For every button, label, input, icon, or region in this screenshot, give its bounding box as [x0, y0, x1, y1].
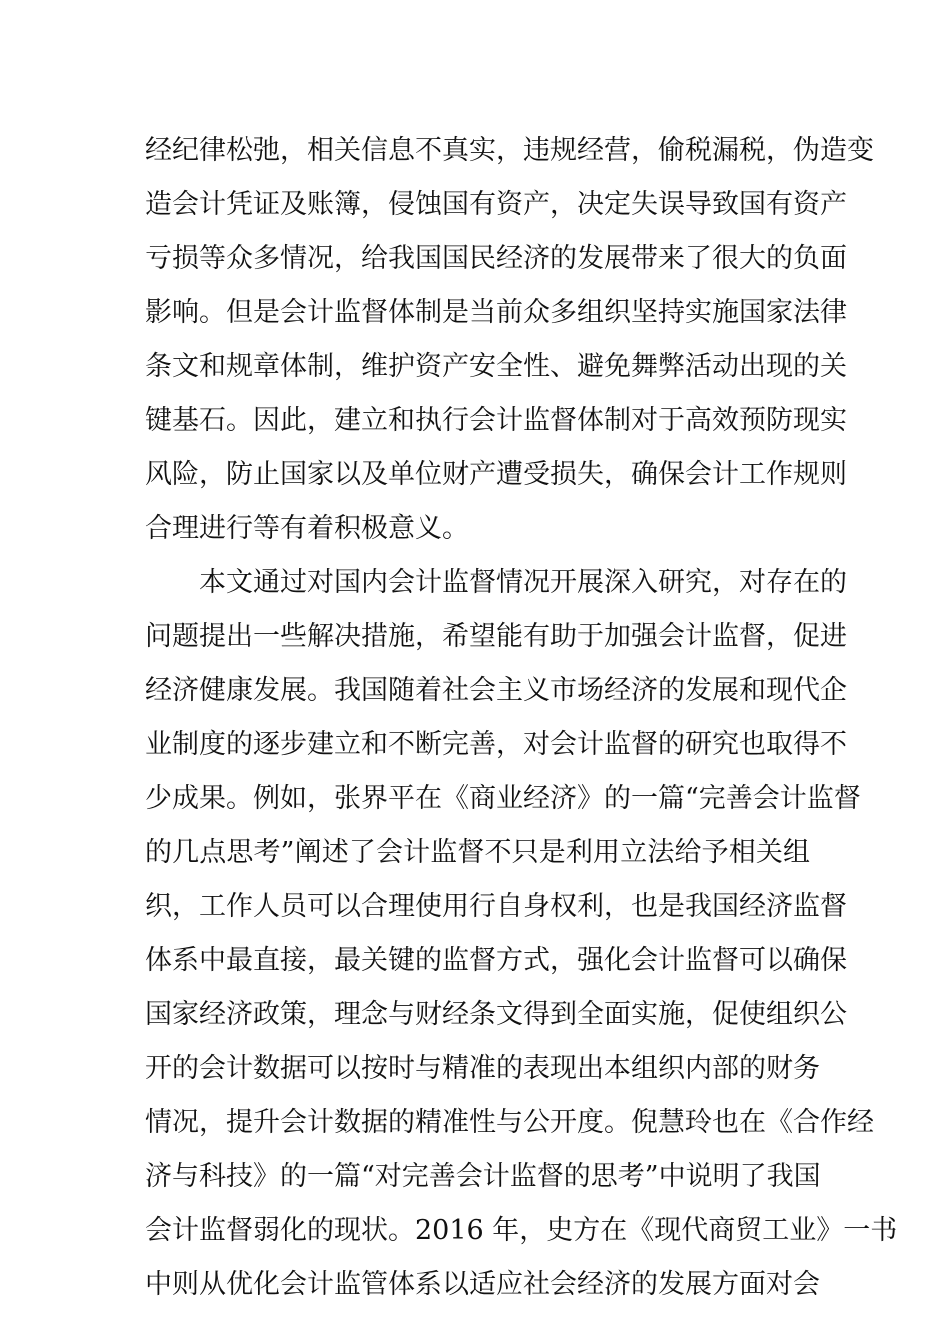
text-line: 造会计凭证及账簿，侵蚀国有资产，决定失误导致国有资产	[145, 189, 847, 220]
text-line: 中则从优化会计监管体系以适应社会经济的发展方面对会	[145, 1269, 820, 1300]
text-line: 合理进行等有着积极意义。	[145, 513, 469, 544]
text-line: 国家经济政策，理念与财经条文得到全面实施，促使组织公	[145, 999, 847, 1030]
text-line: 经济健康发展。我国随着社会主义市场经济的发展和现代企	[145, 675, 847, 706]
text-line: 会计监督弱化的现状。2016 年，史方在《现代商贸工业》一书	[145, 1215, 898, 1246]
text-line: 的几点思考”阐述了会计监督不只是利用立法给予相关组	[145, 837, 810, 868]
text-line: 经纪律松弛，相关信息不真实，违规经营，偷税漏税，伪造变	[145, 135, 874, 166]
text-line: 本文通过对国内会计监督情况开展深入研究，对存在的	[199, 567, 847, 598]
text-line: 问题提出一些解决措施，希望能有助于加强会计监督，促进	[145, 621, 847, 652]
body-text	[145, 124, 898, 1312]
text-line: 开的会计数据可以按时与精准的表现出本组织内部的财务	[145, 1053, 820, 1084]
text-line: 亏损等众多情况，给我国国民经济的发展带来了很大的负面	[145, 243, 847, 274]
text-line: 业制度的逐步建立和不断完善，对会计监督的研究也取得不	[145, 729, 847, 760]
text-line: 影响。但是会计监督体制是当前众多组织坚持实施国家法律	[145, 297, 847, 328]
text-line: 情况，提升会计数据的精准性与公开度。倪慧玲也在《合作经	[145, 1107, 874, 1138]
text-line: 风险，防止国家以及单位财产遭受损失，确保会计工作规则	[145, 459, 847, 490]
text-line: 条文和规章体制，维护资产安全性、避免舞弊活动出现的关	[145, 351, 847, 382]
text-line: 体系中最直接，最关键的监督方式，强化会计监督可以确保	[145, 945, 847, 976]
text-line: 济与科技》的一篇“对完善会计监督的思考”中说明了我国	[145, 1161, 821, 1192]
text-line: 织，工作人员可以合理使用行自身权利，也是我国经济监督	[145, 891, 847, 922]
text-line: 键基石。因此，建立和执行会计监督体制对于高效预防现实	[145, 405, 847, 436]
text-line: 少成果。例如，张界平在《商业经济》的一篇“完善会计监督	[145, 783, 861, 814]
